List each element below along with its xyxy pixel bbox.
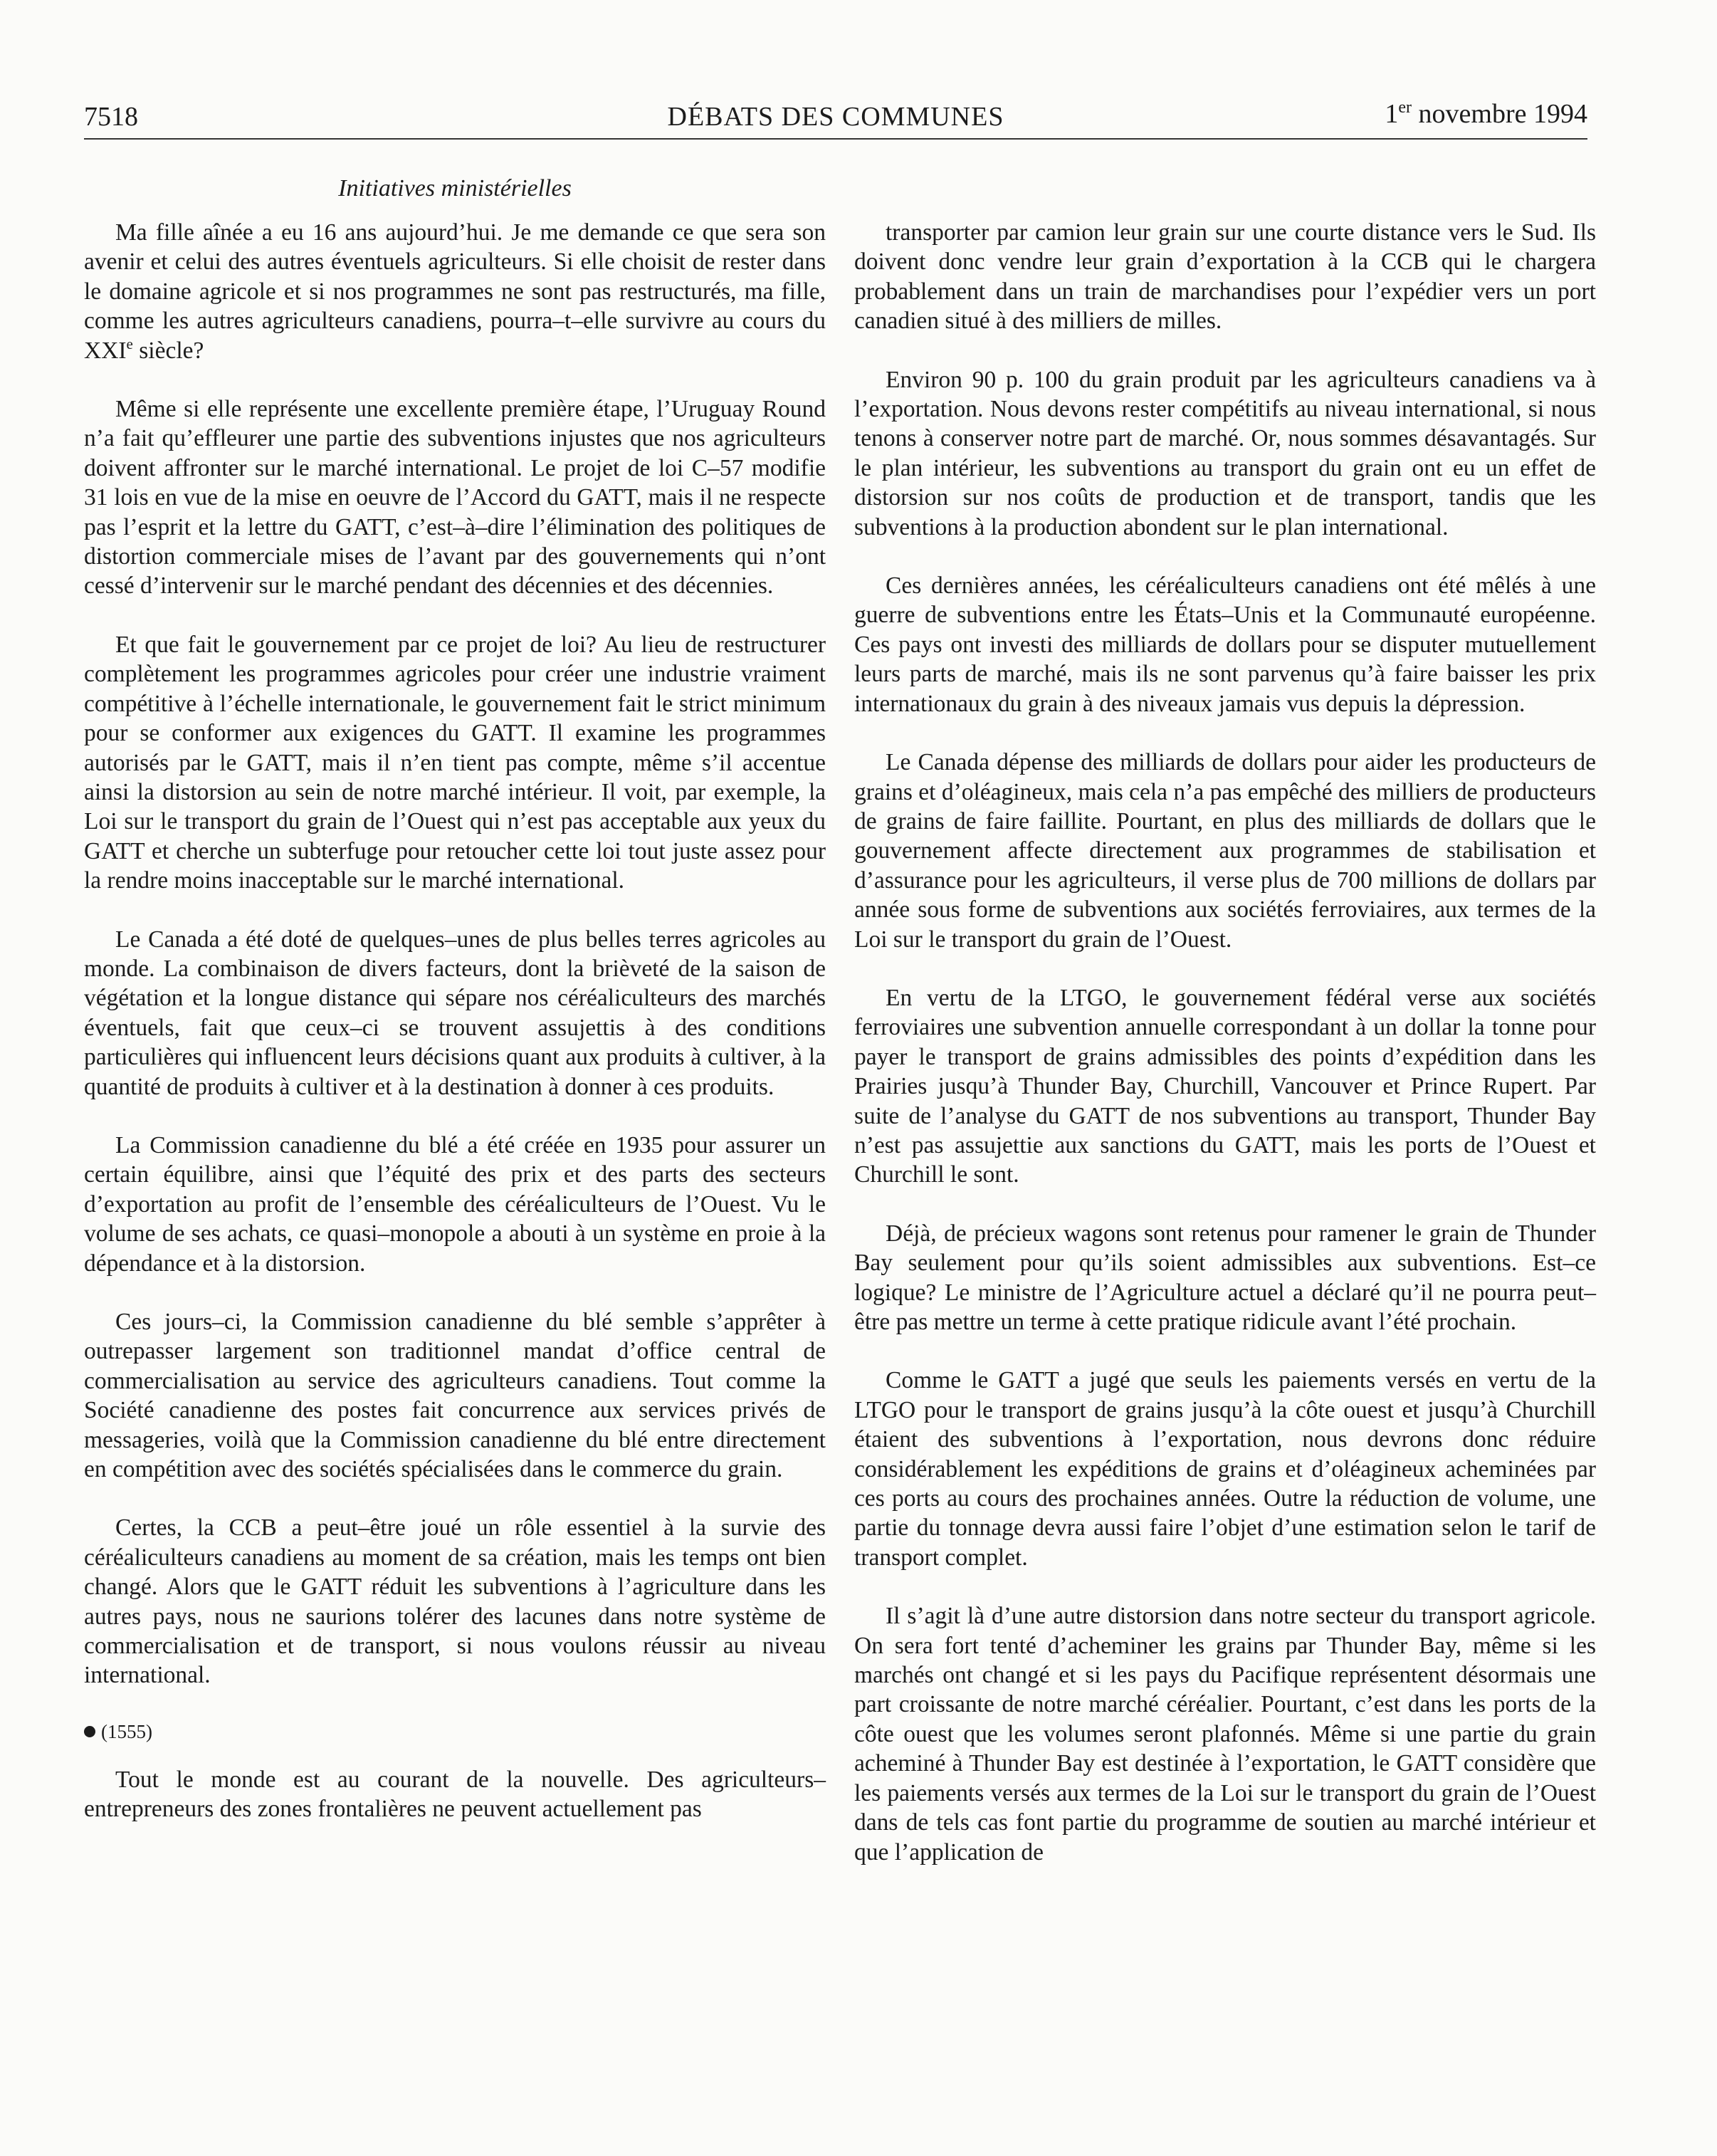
paragraph: Comme le GATT a jugé que seuls les paiements versés en vertu de la LTGO pour le transport de grains jusqu’à la côte ouest et jusqu’à Churchill étaient des subventions à l’exportation, nous devrons donc réduire considérablement les expéditions de grains et d’oléagineux acheminées par ces ports au cours des prochaines années. Outre la réduction de volume, une partie du tonnage devra aussi faire l’objet d’une estimation selon le tarif de transport complet. — [854, 1367, 1596, 1571]
paragraph: Environ 90 p. 100 du grain produit par les agriculteurs canadiens va à l’exportation. Nous devons rester compétitifs au niveau international, si nous tenons à conserver notre part de marché. Or, nous sommes désavantagés. Sur le plan intérieur, les subventions au transport du grain ont eu un effet de distorsion sur nos coûts de production et de transport, tandis que les subventions à la production abondent sur le plan international. — [854, 366, 1596, 540]
time-marker-text: (1555) — [101, 1720, 152, 1742]
paragraph: Tout le monde est au courant de la nouvelle. Des agriculteurs–entrepreneurs des zones frontalières ne peuvent actuellement pas — [84, 1766, 826, 1823]
paragraph: Certes, la CCB a peut–être joué un rôle essentiel à la survie des céréaliculteurs canadiens au moment de sa création, mais les temps ont bien changé. Alors que le GATT réduit les subventions à l’agriculture dans les autres pays, nous ne saurions tolérer des lacunes dans notre système de commercialisation et de transport, si nous voulons réussir au niveau international. — [84, 1514, 826, 1689]
page-date — [1385, 98, 1587, 130]
paragraph: Ces dernières années, les céréaliculteurs canadiens ont été mêlés à une guerre de subventions entre les États–Unis et la Communauté européenne. Ces pays ont investi des milliards de dollars pour se disputer mutuellement leurs parts de marché, mais ils ne sont parvenus qu’à faire baisser les prix internationaux du grain à des niveaux jamais vus depuis la dépression. — [854, 572, 1596, 717]
paragraph: Le Canada a été doté de quelques–unes de plus belles terres agricoles au monde. La combinaison de divers facteurs, dont la brièveté de la saison de végétation et la longue distance qui sépare nos céréaliculteurs des marchés éventuels, fait que ceux–ci se trouvent assujettis à des conditions particulières qui influencent leurs décisions quant aux produits à cultiver, à la quantité de produits à cultiver et à la destination à donner à ces produits. — [84, 926, 826, 1100]
publication-title: DÉBATS DES COMMUNES — [667, 102, 1004, 132]
date-day: 1 — [1385, 99, 1399, 129]
bullet-icon — [84, 1726, 95, 1737]
paragraph: Et que fait le gouvernement par ce projet de loi? Au lieu de restructurer complètement les programmes agricoles pour créer une industrie vraiment compétitive à l’échelle internationale, le gouvernement fait le strict minimum pour se conformer aux exigences du GATT. Il examine les programmes autorisés par le GATT, mais il n’en tient pas compte, même s’il accentue ainsi la distorsion au sein de notre marché intérieur. Il voit, par exemple, la Loi sur le transport du grain de l’Ouest qui n’est pas acceptable aux yeux du GATT et cherche un subterfuge pour retoucher cette loi tout juste assez pour la rendre moins inacceptable sur le marché international. — [84, 631, 826, 894]
page-header — [84, 97, 1587, 140]
paragraph: La Commission canadienne du blé a été créée en 1935 pour assurer un certain équilibre, ainsi que l’équité des prix et des parts des secteurs d’exportation au profit de l’ensemble des céréaliculteurs de l’Ouest. Vu le volume de ses achats, ce quasi–monopole a abouti à un système en proie à la dépendance et à la distorsion. — [84, 1131, 826, 1277]
paragraph: Déjà, de précieux wagons sont retenus pour ramener le grain de Thunder Bay seulement pour qu’ils soient admissibles aux subventions. Est–ce logique? Le ministre de l’Agriculture actuel a déclaré qu’il ne pourra peut–être pas mettre un terme à cette pratique ridicule avant l’été prochain. — [854, 1220, 1596, 1335]
date-superscript: er — [1398, 98, 1412, 117]
header-rule — [84, 138, 1587, 140]
paragraph-text: Ma fille aînée a eu 16 ans aujourd’hui. Je me demande ce que sera son avenir et celui des autres éventuels agriculteurs. Si elle choisit de rester dans le domaine agricole et si nos programmes ne sont pas restructurés, ma fille, comme les autres agriculteurs canadiens, pourra–t–elle survivre au cours du XXI — [84, 219, 826, 364]
right-column — [854, 218, 1596, 1867]
left-column — [84, 218, 826, 1824]
paragraph-text: siècle? — [132, 337, 204, 364]
paragraph: Même si elle représente une excellente première étape, l’Uruguay Round n’a fait qu’effleurer une partie des subventions injustes que nos agriculteurs doivent affronter sur le marché international. Le projet de loi C–57 modifie 31 lois en vue de la mise en oeuvre de l’Accord du GATT, mais il ne respecte pas l’esprit et la lettre du GATT, c’est–à–dire l’élimination des politiques de distortion commerciale mises de l’avant par des gouvernements qui n’ont cessé d’intervenir sur le marché pendant des décennies et des décennies. — [84, 396, 826, 600]
paragraph — [84, 218, 826, 365]
paragraph: Il s’agit là d’une autre distorsion dans notre secteur du transport agricole. On sera fort tenté d’acheminer les grains par Thunder Bay, même si les marchés ont changé et si les pays du Pacifique représentent désormais une part croissante de notre marché céréalier. Pourtant, c’est dans les ports de la côte ouest que les volumes seront plafonnés. Même si une partie du grain acheminé à Thunder Bay est destinée à l’exportation, le GATT considère que les paiements versés aux termes de la Loi sur le transport du grain de l’Ouest dans de tels cas font partie du programme de soutien au marché intérieur et que l’application de — [854, 1603, 1596, 1865]
paragraph: Le Canada dépense des milliards de dollars pour aider les producteurs de grains et d’oléagineux, mais cela n’a pas empêché des milliers de producteurs de grains de faire faillite. Pourtant, en plus des milliards de dollars que le gouvernement affecte directement aux programmes de stabilisation et d’assurance pour les agriculteurs, il verse plus de 700 millions de dollars par année sous forme de subventions aux sociétés ferroviaires, aux termes de la Loi sur le transport du grain de l’Ouest. — [854, 749, 1596, 953]
superscript: e — [126, 335, 133, 352]
paragraph: transporter par camion leur grain sur une courte distance vers le Sud. Ils doivent donc vendre leur grain d’exportation à la CCB qui le chargera probablement dans un train de marchandises pour l’expédier vers un port canadien situé à des milliers de milles. — [854, 219, 1596, 335]
paragraph: Ces jours–ci, la Commission canadienne du blé semble s’apprêter à outrepasser largement son traditionnel mandat d’office central de commercialisation au service des agriculteurs canadiens. Tout comme la Société canadienne des postes fait concurrence aux services privés de messageries, voilà que la Commission canadienne du blé entre directement en compétition avec des sociétés spécialisées dans le commerce du grain. — [84, 1309, 826, 1483]
section-title: Initiatives ministérielles — [338, 175, 572, 202]
page-number: 7518 — [84, 102, 138, 132]
time-marker — [84, 1720, 826, 1744]
date-rest: novembre 1994 — [1412, 99, 1587, 129]
paragraph: En vertu de la LTGO, le gouvernement fédéral verse aux sociétés ferroviaires une subvention annuelle correspondant à un dollar la tonne pour payer le transport de grains admissibles des points d’expédition dans les Prairies jusqu’à Thunder Bay, Churchill, Vancouver et Prince Rupert. Par suite de l’analyse du GATT de nos subventions au transport, Thunder Bay n’est pas assujettie aux sanctions du GATT, mais les ports de l’Ouest et Churchill le sont. — [854, 984, 1596, 1188]
